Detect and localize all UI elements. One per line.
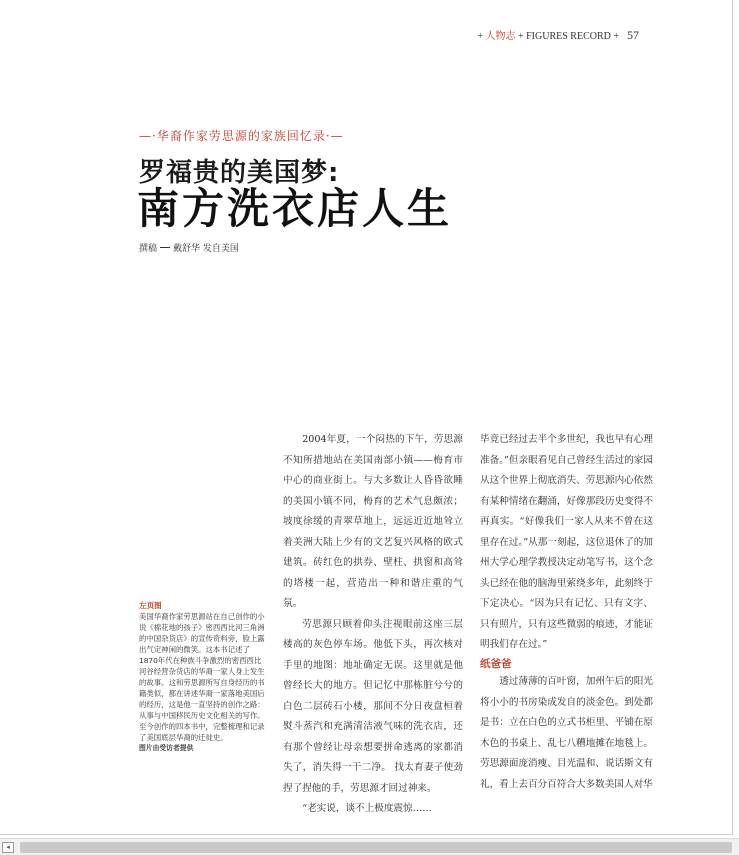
byline-label: 撰稿 bbox=[139, 244, 158, 254]
running-head-bullet: + bbox=[517, 31, 524, 42]
page-number: 57 bbox=[627, 28, 639, 42]
running-head-bullet: + bbox=[477, 31, 483, 42]
body-column-2-continued bbox=[480, 672, 653, 795]
running-head-bullet: + bbox=[613, 31, 619, 42]
body-column-1 bbox=[283, 430, 463, 820]
caption-credit: 图片由受访者提供 bbox=[139, 744, 194, 752]
section-subhead: 纸爸爸 bbox=[480, 658, 512, 670]
byline bbox=[139, 241, 239, 254]
caption-body: 美国华裔作家劳思源站在自己创作的小说《棉花地的孩子》密西西比河三角洲的中国杂货店》的宣传资料旁，脸上露出气定神闲的微笑。这本书记述了1870年代在种族斗争激烈的密西西比河谷经营杂货店的华裔一家人身上发生的故事。这和劳思源所写自身经历的书籍类似，都在讲述华裔一家落地美国后的经历，这是他一直坚持的创作之路：从事与中国移民历史文化相关的写作。至今创作的四本书中，完整梳理和记录了美国底层华裔的迁徙史。 bbox=[139, 612, 265, 742]
horizontal-scrollbar[interactable] bbox=[0, 838, 739, 855]
photo-caption bbox=[139, 600, 267, 754]
article-subtitle: 南方洗衣店人生 bbox=[137, 184, 453, 233]
byline-author: 戴舒华 发自美国 bbox=[173, 244, 239, 254]
paragraph: 毕竟已经过去半个多世纪，我也早有心理准备。”但亲眼看见自己曾经生活过的家园从这个世界上彻底消失、劳思源内心依然有某种情绪在翻涌，好像那段历史变得不再真实。“好像我们一家人从来不曾在这里存在过。”从那一刻起，这位退休了的加州大学心理学教授决定动笔写书，这个念头已经在他的脑海里萦绕多年，此刻终于下定决心。“因为只有记忆、只有文字、只有照片，只有这些微弱的痕迹，才能证明我们存在过。” bbox=[480, 434, 653, 650]
caption-heading: 左页图 bbox=[139, 601, 162, 610]
paragraph: “老实说，谈不上极度震惊…… bbox=[302, 803, 432, 814]
scrollbar-thumb[interactable] bbox=[20, 842, 732, 853]
byline-rule bbox=[160, 247, 170, 248]
paragraph: 透过薄薄的百叶窗，加州午后的阳光将小小的书房染成发自的淡金色。到处都是书：立在白色的立式书柜里、平铺在原木色的书桌上、乱七八糟地摊在地毯上。劳思源面庞消瘦、目光温和、说话斯文有礼，看上去百分百符合大多数美国人对华 bbox=[480, 676, 653, 790]
section-name-cn: 人物志 bbox=[485, 31, 516, 42]
paragraph: 2004年夏，一个闷热的下午，劳思源不知所措地站在美国南部小镇——梅育市中心的商业街上。与大多数让人昏昏欲睡的美国小镇不同，梅育的艺术气息颇浓；坡度徐缓的青翠草地上，远远近近地耸立着美洲大陆上少有的文艺复兴风格的欧式建筑。砖红色的拱券、壁柱、拱窗和高耸的塔楼一起，营造出一种和谐庄重的气氛。 bbox=[283, 434, 463, 609]
series-label: —·华裔作家劳思源的家族回忆录·— bbox=[139, 129, 344, 143]
body-column-2 bbox=[480, 430, 653, 656]
running-head-text bbox=[477, 27, 619, 42]
running-head bbox=[477, 27, 639, 43]
paragraph: 劳思源只顾着仰头注视眼前这座三层楼高的灰色停车场。他低下头，再次核对手里的地图：地址确定无误。这里就是他曾经长大的地方。但记忆中那栋脏兮兮的白色二层砖石小楼，那间不分日夜盘桓着熨斗蒸汽和充满清洁液气味的洗衣店，还有那个曾经让母亲想要拼命逃离的家都消失了，消失得一干二净。 找太育妻子使劲捏了捏他的手，劳思源才回过神来。 bbox=[283, 618, 463, 794]
article-title: 罗福贵的美国梦: bbox=[139, 158, 340, 188]
scroll-left-button[interactable]: ◂ bbox=[2, 842, 14, 853]
section-name-en: FIGURES RECORD bbox=[526, 31, 611, 42]
